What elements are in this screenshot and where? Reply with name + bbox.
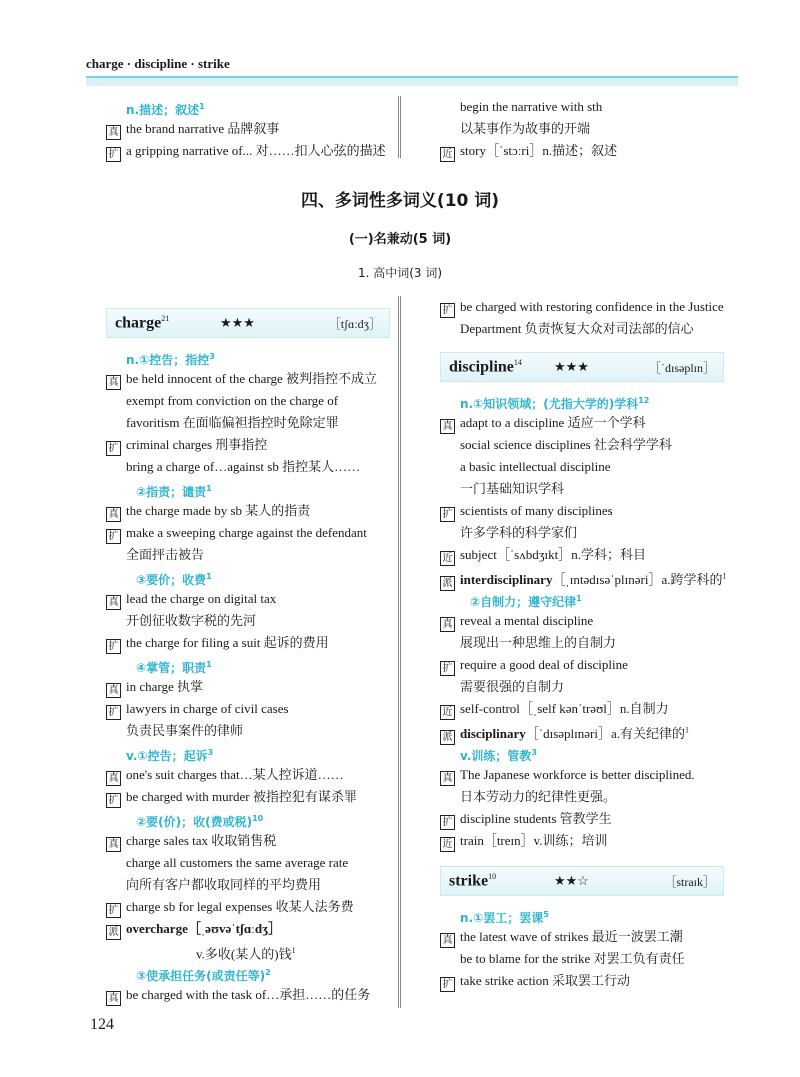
- continuation-line: 日本劳动力的纪律性更强。: [460, 789, 617, 804]
- tag-box: 扩: [440, 661, 455, 676]
- continuation-line: exempt from conviction on the charge of: [126, 393, 339, 408]
- column-divider-main: [398, 296, 408, 1008]
- example-item: 近 self-control［ˌself kənˈtrəʊl］n.自制力: [440, 698, 724, 720]
- sense-heading: ③要价；收费$^1$: [136, 572, 212, 587]
- continuation-line: 向所有客户都收取同样的平均费用: [126, 877, 322, 892]
- main-left-column: [106, 300, 390, 1006]
- phonetic: ［straɪk］: [664, 874, 715, 889]
- tag-box: 真: [440, 771, 455, 786]
- example-item: 真 charge sales tax 收取销售税: [106, 830, 390, 852]
- sense-heading: v.①控告；起诉$^3$: [126, 748, 214, 763]
- continuation-line: v.多收(某人的)钱$^1$: [196, 946, 296, 962]
- star-rating: ★★★: [554, 359, 589, 374]
- entry-header-discipline: [440, 352, 724, 382]
- sense-heading: ④掌管；职责$^1$: [136, 660, 212, 675]
- example-item: 扩 scientists of many disciplines: [440, 500, 724, 522]
- tag-box: 派: [106, 925, 121, 940]
- top-left-column: [106, 96, 396, 162]
- sense-heading: ②要(价)；收(费或税)$^{10}$: [136, 814, 264, 829]
- example-item: 真 adapt to a discipline 适应一个学科: [440, 412, 724, 434]
- phonetic: ［tʃɑːdʒ］: [328, 316, 381, 331]
- tag-box: 扩: [106, 705, 121, 720]
- example-item: 扩 be charged with murder 被指控犯有谋杀罪: [106, 786, 390, 808]
- example-item: 近 subject［ˈsʌbdʒɪkt］n.学科；科目: [440, 544, 724, 566]
- example-item: 扩 criminal charges 刑事指控: [106, 434, 390, 456]
- tag-box: 扩: [106, 441, 121, 456]
- tag-box: 扩: [106, 639, 121, 654]
- example-item: 近 train［treɪn］v.训练；培训: [440, 830, 724, 852]
- sense-heading: v.训练；管教$^3$: [460, 748, 537, 763]
- example-item: 扩 be charged with restoring confidence in the Justice: [440, 296, 724, 318]
- continuation-line: 负责民事案件的律师: [126, 723, 244, 738]
- example-item: 扩 charge sb for legal expenses 收某人法务费: [106, 896, 390, 918]
- continuation-line: 全面抨击被告: [126, 547, 205, 562]
- example-item: 派 interdisciplinary［ˌɪntədɪsəˈplɪnəri］a.跨学科的$^1$: [440, 566, 724, 588]
- example-item: 真 the latest wave of strikes 最近一波罢工潮: [440, 926, 724, 948]
- continuation-line: a basic intellectual discipline: [460, 459, 611, 474]
- headword: strike$^{10}$: [449, 871, 497, 890]
- phonetic: ［ˈdɪsəplɪn］: [649, 360, 715, 375]
- example-item: 派 overcharge［ˌəʊvəˈtʃɑːdʒ］: [106, 918, 390, 940]
- example-item: 真 be held innocent of the charge 被判指控不成立: [106, 368, 390, 390]
- running-head: charge · discipline · strike: [86, 56, 230, 71]
- tag-box: 真: [106, 991, 121, 1006]
- tag-box: 派: [440, 576, 455, 591]
- sub-title: (一)名兼动(5 词): [348, 232, 452, 247]
- tag-box: 真: [106, 771, 121, 786]
- tag-box: 真: [106, 125, 121, 140]
- tag-box: 真: [106, 375, 121, 390]
- sense-heading: ③使承担任务(或责任等)$^2$: [136, 968, 271, 983]
- continuation-line: 展现出一种思维上的自制力: [460, 635, 617, 650]
- tag-box: 扩: [440, 507, 455, 522]
- sense-heading: n.①控告；指控$^3$: [126, 352, 215, 367]
- tag-box: 真: [106, 595, 121, 610]
- page-number: 124: [90, 1016, 114, 1033]
- example-item: 扩 the charge for filing a suit 起诉的费用: [106, 632, 390, 654]
- example-item: 真 The Japanese workforce is better disciplined.: [440, 764, 724, 786]
- continuation-line: 开创征收数字税的先河: [126, 613, 257, 628]
- continuation-line: begin the narrative with sth: [460, 99, 603, 114]
- column-divider-top: [398, 96, 408, 158]
- tag-box: 扩: [106, 529, 121, 544]
- sense-heading: ②自制力；遵守纪律$^1$: [470, 594, 582, 609]
- example-item: 真 in charge 执掌: [106, 676, 390, 698]
- continuation-line: be to blame for the strike 对罢工负有责任: [460, 951, 685, 966]
- example-item: 真 reveal a mental discipline: [440, 610, 724, 632]
- example-item: 扩 require a good deal of discipline: [440, 654, 724, 676]
- tag-box: 扩: [440, 977, 455, 992]
- example-item: 真 lead the charge on digital tax: [106, 588, 390, 610]
- tag-box: 真: [440, 419, 455, 434]
- sense-heading: n.①知识领域；(尤指大学的)学科$^{12}$: [460, 396, 650, 411]
- example-item: 真 the brand narrative 品牌叙事: [106, 118, 396, 140]
- section-title: 四、多词性多词义(10 词): [300, 191, 500, 211]
- example-item: 真 the charge made by sb 某人的指责: [106, 500, 390, 522]
- tag-box: 派: [440, 730, 455, 745]
- tag-box: 扩: [106, 147, 121, 162]
- continuation-line: 许多学科的科学家们: [460, 525, 578, 540]
- continuation-line: Department 负责恢复大众对司法部的信心: [460, 321, 694, 336]
- example-item: 扩 take strike action 采取罢工行动: [440, 970, 724, 992]
- example-item: 真 be charged with the task of…承担……的任务: [106, 984, 390, 1006]
- entry-header-charge: [106, 308, 390, 338]
- tag-box: 真: [106, 683, 121, 698]
- tag-box: 真: [106, 507, 121, 522]
- tag-box: 真: [440, 617, 455, 632]
- continuation-line: bring a charge of…against sb 指控某人……: [126, 459, 361, 474]
- star-rating: ★★★: [220, 315, 255, 330]
- star-rating: ★★☆: [554, 873, 589, 888]
- tag-box: 扩: [106, 793, 121, 808]
- continuation-line: charge all customers the same average rate: [126, 855, 349, 870]
- subsub-title: 1. 高中词(3 词): [357, 266, 443, 280]
- sense-heading: ②指责；谴责$^1$: [136, 484, 212, 499]
- tag-box: 扩: [440, 815, 455, 830]
- continuation-line: 需要很强的自制力: [460, 679, 565, 694]
- main-right-column: [440, 296, 727, 992]
- headword: charge$^{21}$: [115, 313, 170, 332]
- tag-box: 近: [440, 837, 455, 852]
- example-item: 真 one's suit charges that…某人控诉道……: [106, 764, 390, 786]
- sense-heading: n.描述；叙述$^1$: [126, 102, 205, 117]
- example-item: 扩 discipline students 管教学生: [440, 808, 724, 830]
- sense-heading: n.①罢工；罢课$^5$: [460, 910, 549, 925]
- example-item: 派 disciplinary［ˈdɪsəplɪnəri］a.有关纪律的$^1$: [440, 720, 724, 742]
- continuation-line: 以某事作为故事的开端: [460, 121, 591, 136]
- tag-box: 真: [106, 837, 121, 852]
- example-item: 扩 lawyers in charge of civil cases: [106, 698, 390, 720]
- entry-header-strike: [440, 866, 724, 896]
- continuation-line: favoritism 在面临偏袒指控时免除定罪: [126, 415, 339, 430]
- headword: discipline$^{14}$: [449, 357, 522, 376]
- example-item: 扩 make a sweeping charge against the defendant: [106, 522, 390, 544]
- continuation-line: 一门基础知识学科: [460, 481, 565, 496]
- tag-box: 近: [440, 551, 455, 566]
- tag-box: 真: [440, 933, 455, 948]
- tag-box: 扩: [106, 903, 121, 918]
- continuation-line: social science disciplines 社会科学学科: [460, 437, 672, 452]
- top-right-column: [440, 96, 730, 162]
- header-rule: [86, 76, 738, 86]
- tag-box: 近: [440, 705, 455, 720]
- tag-box: 扩: [440, 303, 455, 318]
- tag-box: 近: [440, 147, 455, 162]
- example-item: 近 story［ˈstɔːri］n.描述；叙述: [440, 140, 730, 162]
- example-item: 扩 a gripping narrative of... 对……扣人心弦的描述: [106, 140, 396, 162]
